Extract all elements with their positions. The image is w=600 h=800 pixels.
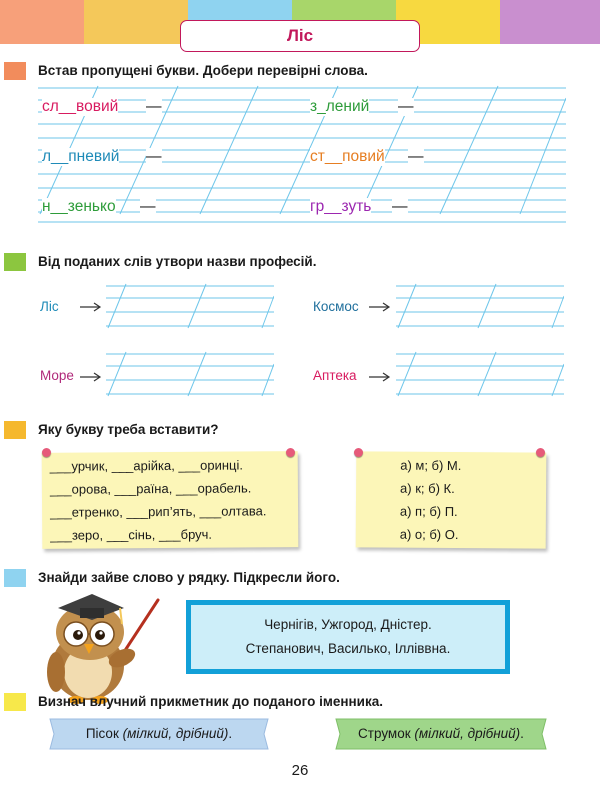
word-box-inner [191,605,505,669]
pin-icon [536,448,545,457]
ribbon-strumok [332,719,550,749]
pin-icon [354,448,363,457]
owl-teacher-icon [36,590,160,710]
word-nyzenko: н__зенько [42,198,116,215]
note-line: ___орова, ___раїна, ___орабель. [49,480,252,497]
note-line: а) о; б) О. [399,526,459,543]
word-more: Море [40,368,74,383]
writing-lines-lis [106,282,274,332]
sticky-note-words [42,451,299,549]
arrow-right-icon [80,302,102,312]
word-row: Чернігів, Ужгород, Дністер. [264,617,432,632]
word-hrymzut: гр__зуть [310,198,372,215]
writing-lines-kosmos [396,282,564,332]
task5-instruction: Визнач влучний прикметник до поданого іменника. [38,694,383,709]
writing-lines-apteka [396,350,564,400]
header-stripe-6 [500,0,600,44]
arrow-right-icon [80,372,102,382]
ribbon-pisok [46,719,272,749]
word-row: Степанович, Василько, Ілліввна. [245,641,451,656]
options: (мілкий, дрібний) [122,726,229,741]
task4-instruction: Знайди зайве слово у рядку. Підкресли його. [38,570,340,585]
page-title: Ліс [180,20,420,52]
period: . [228,726,233,741]
task1-marker [4,62,26,80]
arrow-right-icon [369,302,391,312]
word-lis: Ліс [40,299,59,314]
page-number: 26 [291,762,309,779]
word-lypnevyi: л__пневий [42,148,120,165]
sticky-note-answers [356,451,547,548]
header-stripe-1 [0,0,84,44]
word-apteka: Аптека [313,368,357,383]
note-line: ___урчик, ___арійка, ___оринці. [49,457,244,474]
task3-marker [4,421,26,439]
task3-instruction: Яку букву треба вставити? [38,422,219,437]
note-line: ___етренко, ___рип’ять, ___олтава. [50,503,267,520]
word-box [186,600,510,674]
noun-strumok: Струмок [358,726,411,741]
note-line: а) п; б) П. [399,503,458,520]
note-line: а) к; б) К. [400,480,455,497]
word-slovovyi: сл__вовий [42,98,119,115]
dash: — [146,98,162,115]
header-stripe-2 [84,0,188,44]
writing-lines-more [106,350,274,400]
period: . [520,726,524,741]
task2-marker [4,253,26,271]
dash: — [140,198,156,215]
dash: — [392,198,408,215]
dash: — [408,148,424,165]
task1-instruction: Встав пропущені букви. Добери перевірні слова. [38,63,368,78]
arrow-right-icon [369,372,391,382]
note-line: а) м; б) М. [400,457,462,474]
options: (мілкий, дрібний) [414,726,521,741]
word-zelenyi: з_лений [310,98,370,115]
pin-icon [286,448,295,457]
note-line: ___зеро, ___сінь, ___бруч. [50,526,213,543]
word-stepovyi: ст__повий [310,148,385,165]
noun-pisok: Пісок [85,726,119,741]
pin-icon [42,448,51,457]
task5-marker [4,693,26,711]
dash: — [398,98,414,115]
word-kosmos: Космос [313,299,359,314]
task4-marker [4,569,26,587]
dash: — [146,148,162,165]
task2-instruction: Від поданих слів утвори назви професій. [38,254,317,269]
